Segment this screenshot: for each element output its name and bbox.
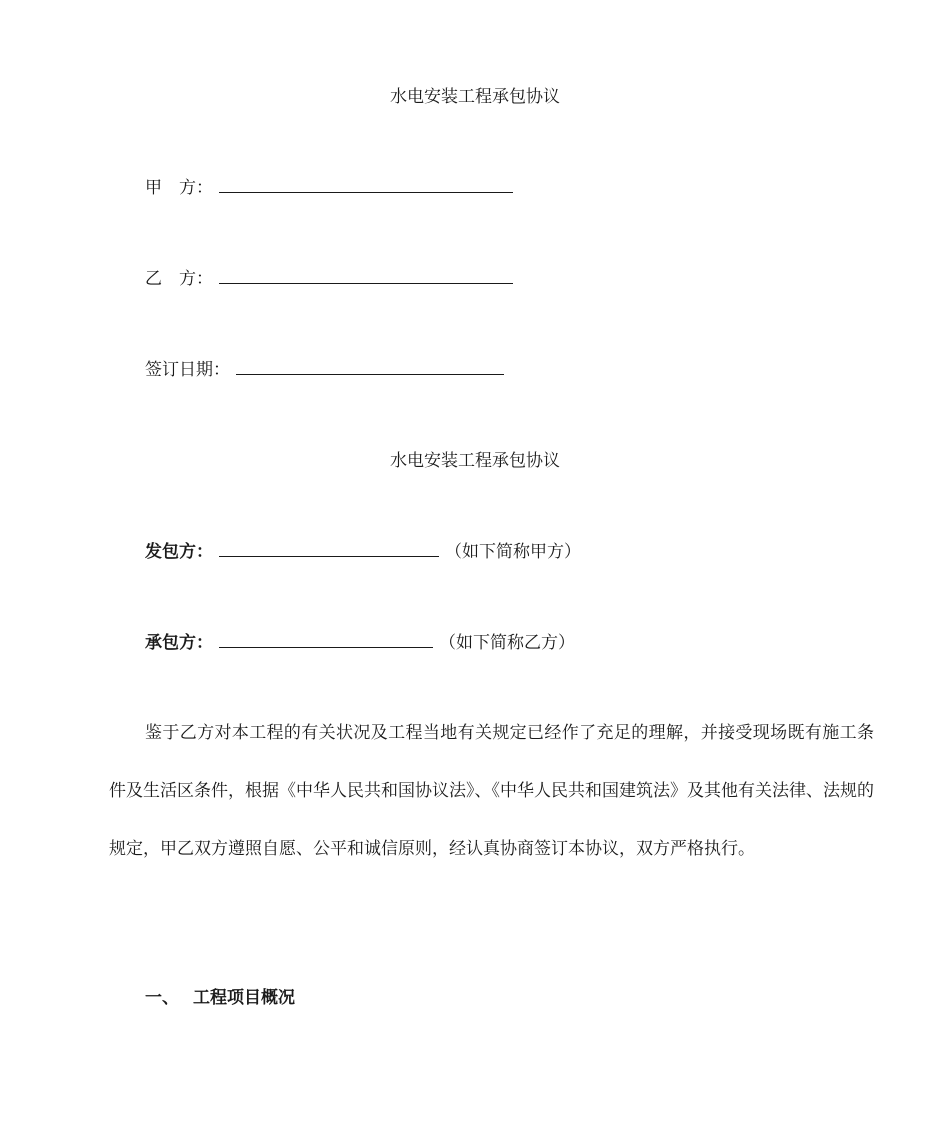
party-a-row — [145, 177, 513, 199]
issuer-blank — [219, 542, 439, 557]
sign-date-blank — [236, 360, 504, 375]
contractor-note: （如下简称乙方） — [439, 633, 575, 653]
sign-date-label: 签订日期： — [145, 360, 230, 380]
sign-date-row — [145, 359, 504, 381]
contractor-row — [145, 632, 575, 654]
contract-title: 水电安装工程承包协议 — [390, 451, 560, 471]
party-b-blank — [219, 269, 513, 284]
party-a-label: 甲 方： — [145, 178, 213, 198]
section-1-title: 工程项目概况 — [193, 988, 295, 1008]
contractor-label: 承包方： — [145, 633, 213, 653]
party-a-blank — [219, 178, 513, 193]
contractor-blank — [219, 633, 433, 648]
party-b-label: 乙 方： — [145, 269, 213, 289]
issuer-label: 发包方： — [145, 542, 213, 562]
party-b-row — [145, 268, 513, 290]
issuer-row — [145, 541, 581, 563]
issuer-note: （如下简称甲方） — [445, 542, 581, 562]
preamble-paragraph: 鉴于乙方对本工程的有关状况及工程当地有关规定已经作了充足的理解，并接受现场既有施工条件及生活区条件，根据《中华人民共和国协议法》、《中华人民共和国建筑法》及其他有关法律、法规的规定，甲乙双方遵照自愿、公平和诚信原则，经认真协商签订本协议，双方严格执行。 — [109, 723, 874, 859]
section-1-heading — [145, 987, 295, 1009]
cover-title: 水电安装工程承包协议 — [390, 87, 560, 107]
section-1-number: 一、 — [145, 988, 179, 1008]
